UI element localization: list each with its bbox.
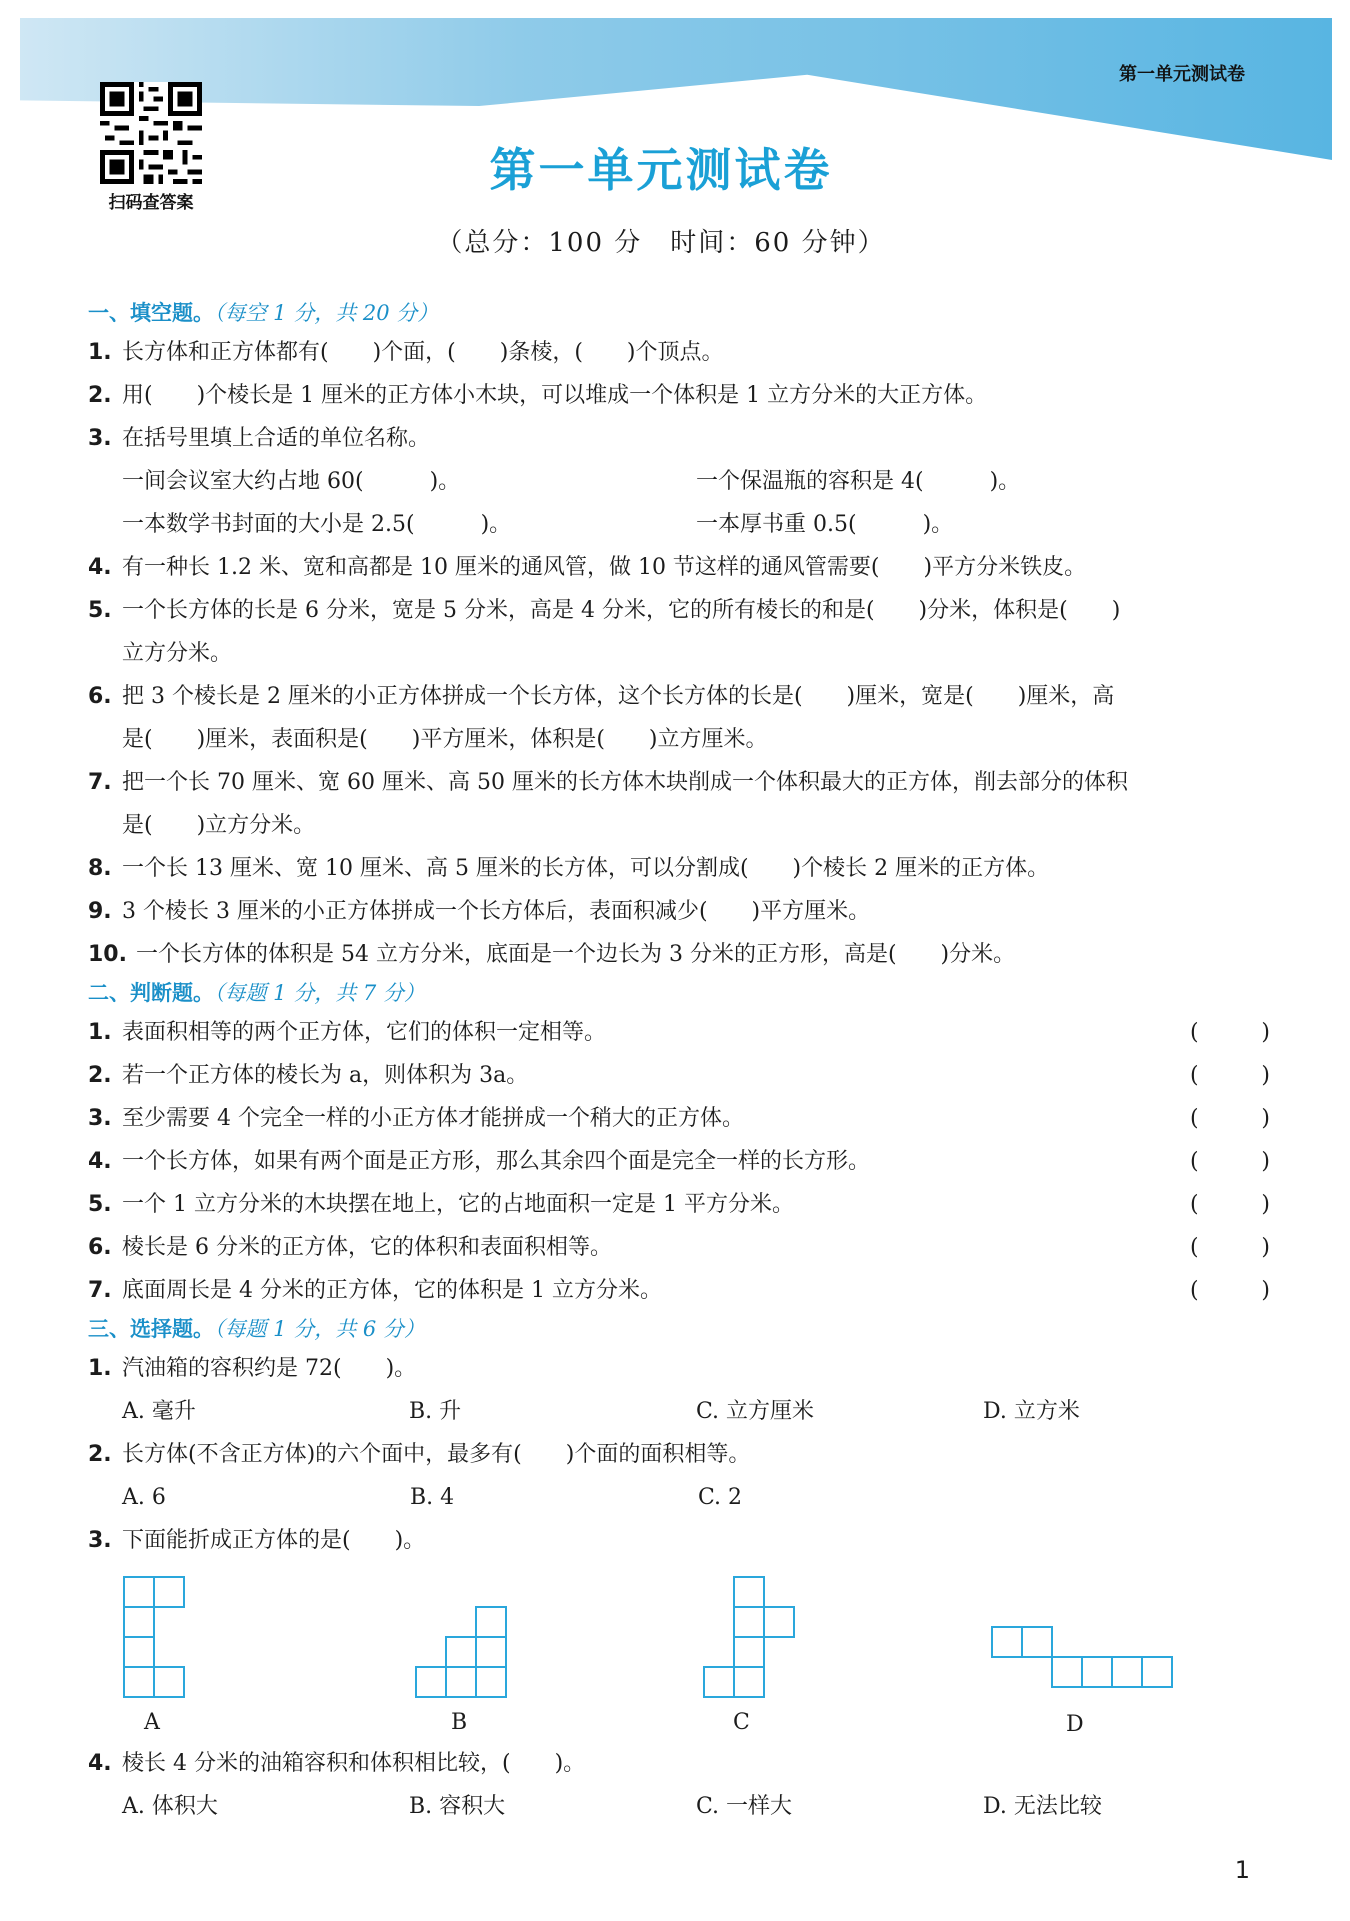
question-text: 用( )个棱长是 1 厘米的正方体小木块，可以堆成一个体积是 1 立方分米的大正方体。	[122, 383, 988, 408]
judgment-item: 4. 一个长方体，如果有两个面是正方形，那么其余四个面是完全一样的长方形。 ( )	[88, 1140, 1270, 1183]
option-a[interactable]: A. 毫升	[122, 1399, 196, 1424]
net-label-d: D	[1066, 1712, 1084, 1737]
option-b[interactable]: B. 升	[409, 1399, 462, 1424]
option-c[interactable]: C. 立方厘米	[696, 1399, 815, 1424]
question-text: 一个长方体的长是 6 分米，宽是 5 分米，高是 4 分米，它的所有棱长的和是( )分米，体积是( )	[122, 598, 1121, 623]
question-text: 把 3 个棱长是 2 厘米的小正方体拼成一个长方体，这个长方体的长是( )厘米，宽是( )厘米，高	[122, 684, 1115, 709]
option-b[interactable]: B. 容积大	[409, 1794, 506, 1819]
question-text: 下面能折成正方体的是( )。	[122, 1528, 426, 1553]
question: 2. 用( )个棱长是 1 厘米的正方体小木块，可以堆成一个体积是 1 立方分米的大正方体。	[88, 374, 1270, 417]
running-head: 第一单元测试卷	[1119, 64, 1245, 85]
answer-blank[interactable]: ( )	[1190, 1149, 1270, 1174]
option-row	[88, 1476, 1270, 1519]
judgment-item: 2. 若一个正方体的棱长为 a，则体积为 3a。 ( )	[88, 1054, 1270, 1097]
answer-blank[interactable]: ( )	[1190, 1106, 1270, 1131]
subitem: 一本厚书重 0.5( )。	[696, 512, 954, 537]
question: 6. 把 3 个棱长是 2 厘米的小正方体拼成一个长方体，这个长方体的长是( )厘米，宽是( )厘米，高	[88, 675, 1270, 718]
net-label-b: B	[451, 1710, 468, 1735]
section-title: 三、选择题。	[88, 1317, 214, 1341]
option-c[interactable]: C. 2	[698, 1485, 743, 1510]
option-d[interactable]: D. 无法比较	[983, 1794, 1102, 1819]
option-a[interactable]: A. 体积大	[122, 1794, 218, 1819]
question-text: 棱长 4 分米的油箱容积和体积相比较，( )。	[122, 1751, 586, 1776]
question: 1. 汽油箱的容积约是 72( )。	[88, 1347, 1270, 1390]
question-continuation: 是( )立方分米。	[122, 813, 316, 838]
question-text: 3 个棱长 3 厘米的小正方体拼成一个长方体后，表面积减少( )平方厘米。	[122, 899, 871, 924]
question-subitems	[88, 460, 1270, 503]
section-note: （每空 1 分，共 20 分）	[214, 301, 439, 325]
judgment-item: 1. 表面积相等的两个正方体，它们的体积一定相等。 ( )	[88, 1011, 1270, 1054]
exam-content	[88, 296, 1270, 1828]
answer-blank[interactable]: ( )	[1190, 1235, 1270, 1260]
page-subtitle: （总分：100 分 时间：60 分钟）	[436, 228, 886, 258]
judgment-item: 7. 底面周长是 4 分米的正方体，它的体积是 1 立方分米。 ( )	[88, 1269, 1270, 1312]
cube-net-c[interactable]	[703, 1576, 799, 1704]
question-text: 一个长方体的体积是 54 立方分米，底面是一个边长为 3 分米的正方形，高是( )分米。	[136, 942, 1016, 967]
judgment-item: 3. 至少需要 4 个完全一样的小正方体才能拼成一个稍大的正方体。 ( )	[88, 1097, 1270, 1140]
question: 1. 长方体和正方体都有( )个面，( )条棱，( )个顶点。	[88, 331, 1270, 374]
cube-net-d[interactable]	[991, 1626, 1177, 1690]
judgment-item: 5. 一个 1 立方分米的木块摆在地上，它的占地面积一定是 1 平方分米。 ( )	[88, 1183, 1270, 1226]
cube-net-a[interactable]	[123, 1576, 187, 1704]
section-note: （每题 1 分，共 6 分）	[214, 1317, 425, 1341]
option-b[interactable]: B. 4	[410, 1485, 455, 1510]
question: 4. 有一种长 1.2 米、宽和高都是 10 厘米的通风管，做 10 节这样的通风管需要( )平方分米铁皮。	[88, 546, 1270, 589]
question-continuation: 立方分米。	[122, 641, 233, 666]
question-text: 长方体(不含正方体)的六个面中，最多有( )个面的面积相等。	[122, 1442, 751, 1467]
section-title: 一、填空题。	[88, 301, 214, 325]
option-row	[88, 1785, 1270, 1828]
page-number: 1	[1234, 1856, 1250, 1884]
subitem: 一个保温瓶的容积是 4( )。	[696, 469, 1021, 494]
question: 10. 一个长方体的体积是 54 立方分米，底面是一个边长为 3 分米的正方形，高是( )分米。	[88, 933, 1270, 976]
answer-blank[interactable]: ( )	[1190, 1278, 1270, 1303]
question: 4. 棱长 4 分米的油箱容积和体积相比较，( )。	[88, 1742, 1270, 1785]
question-subitems	[88, 503, 1270, 546]
question-text: 表面积相等的两个正方体，它们的体积一定相等。	[122, 1020, 607, 1045]
section-heading	[88, 1312, 1270, 1347]
cube-net-b[interactable]	[415, 1606, 511, 1702]
subitem: 一本数学书封面的大小是 2.5( )。	[122, 512, 512, 537]
question-text: 至少需要 4 个完全一样的小正方体才能拼成一个稍大的正方体。	[122, 1106, 744, 1131]
judgment-item: 6. 棱长是 6 分米的正方体，它的体积和表面积相等。 ( )	[88, 1226, 1270, 1269]
net-label-a: A	[144, 1710, 160, 1735]
question-text: 底面周长是 4 分米的正方体，它的体积是 1 立方分米。	[122, 1278, 662, 1303]
option-c[interactable]: C. 一样大	[696, 1794, 793, 1819]
question-text: 一个长方体，如果有两个面是正方形，那么其余四个面是完全一样的长方形。	[122, 1149, 871, 1174]
question: 2. 长方体(不含正方体)的六个面中，最多有( )个面的面积相等。	[88, 1433, 1270, 1476]
qr-caption: 扫码查答案	[108, 193, 194, 213]
question: 3. 在括号里填上合适的单位名称。	[88, 417, 1270, 460]
question: 5. 一个长方体的长是 6 分米，宽是 5 分米，高是 4 分米，它的所有棱长的和是( )分米，体积是( )	[88, 589, 1270, 632]
net-label-c: C	[733, 1710, 750, 1735]
section-title: 二、判断题。	[88, 981, 214, 1005]
question-text: 一个长 13 厘米、宽 10 厘米、高 5 厘米的长方体，可以分割成( )个棱长 2 厘米的正方体。	[122, 856, 1050, 881]
question-text: 有一种长 1.2 米、宽和高都是 10 厘米的通风管，做 10 节这样的通风管需要( )平方分米铁皮。	[122, 555, 1087, 580]
section-heading	[88, 976, 1270, 1011]
answer-blank[interactable]: ( )	[1190, 1020, 1270, 1045]
option-a[interactable]: A. 6	[122, 1485, 166, 1510]
page-title: 第一单元测试卷	[489, 143, 833, 197]
question: 3. 下面能折成正方体的是( )。	[88, 1519, 1270, 1562]
question-text: 若一个正方体的棱长为 a，则体积为 3a。	[122, 1063, 529, 1088]
question-text: 在括号里填上合适的单位名称。	[122, 426, 431, 451]
section-note: （每题 1 分，共 7 分）	[214, 981, 425, 1005]
question-text: 一个 1 立方分米的木块摆在地上，它的占地面积一定是 1 平方分米。	[122, 1192, 794, 1217]
question: 9. 3 个棱长 3 厘米的小正方体拼成一个长方体后，表面积减少( )平方厘米。	[88, 890, 1270, 933]
option-row	[88, 1390, 1270, 1433]
question-text: 汽油箱的容积约是 72( )。	[122, 1356, 417, 1381]
answer-blank[interactable]: ( )	[1190, 1192, 1270, 1217]
question-text: 棱长是 6 分米的正方体，它的体积和表面积相等。	[122, 1235, 612, 1260]
section-heading	[88, 296, 1270, 331]
cube-net-figures	[88, 1562, 1270, 1742]
question-text: 长方体和正方体都有( )个面，( )条棱，( )个顶点。	[122, 340, 724, 365]
subitem: 一间会议室大约占地 60( )。	[122, 469, 461, 494]
option-d[interactable]: D. 立方米	[983, 1399, 1080, 1424]
answer-blank[interactable]: ( )	[1190, 1063, 1270, 1088]
question-text: 把一个长 70 厘米、宽 60 厘米、高 50 厘米的长方体木块削成一个体积最大的正方体，削去部分的体积	[122, 770, 1128, 795]
question: 7. 把一个长 70 厘米、宽 60 厘米、高 50 厘米的长方体木块削成一个体积最大的正方体，削去部分的体积	[88, 761, 1270, 804]
question: 8. 一个长 13 厘米、宽 10 厘米、高 5 厘米的长方体，可以分割成( )个棱长 2 厘米的正方体。	[88, 847, 1270, 890]
question-continuation: 是( )厘米，表面积是( )平方厘米，体积是( )立方厘米。	[122, 727, 768, 752]
